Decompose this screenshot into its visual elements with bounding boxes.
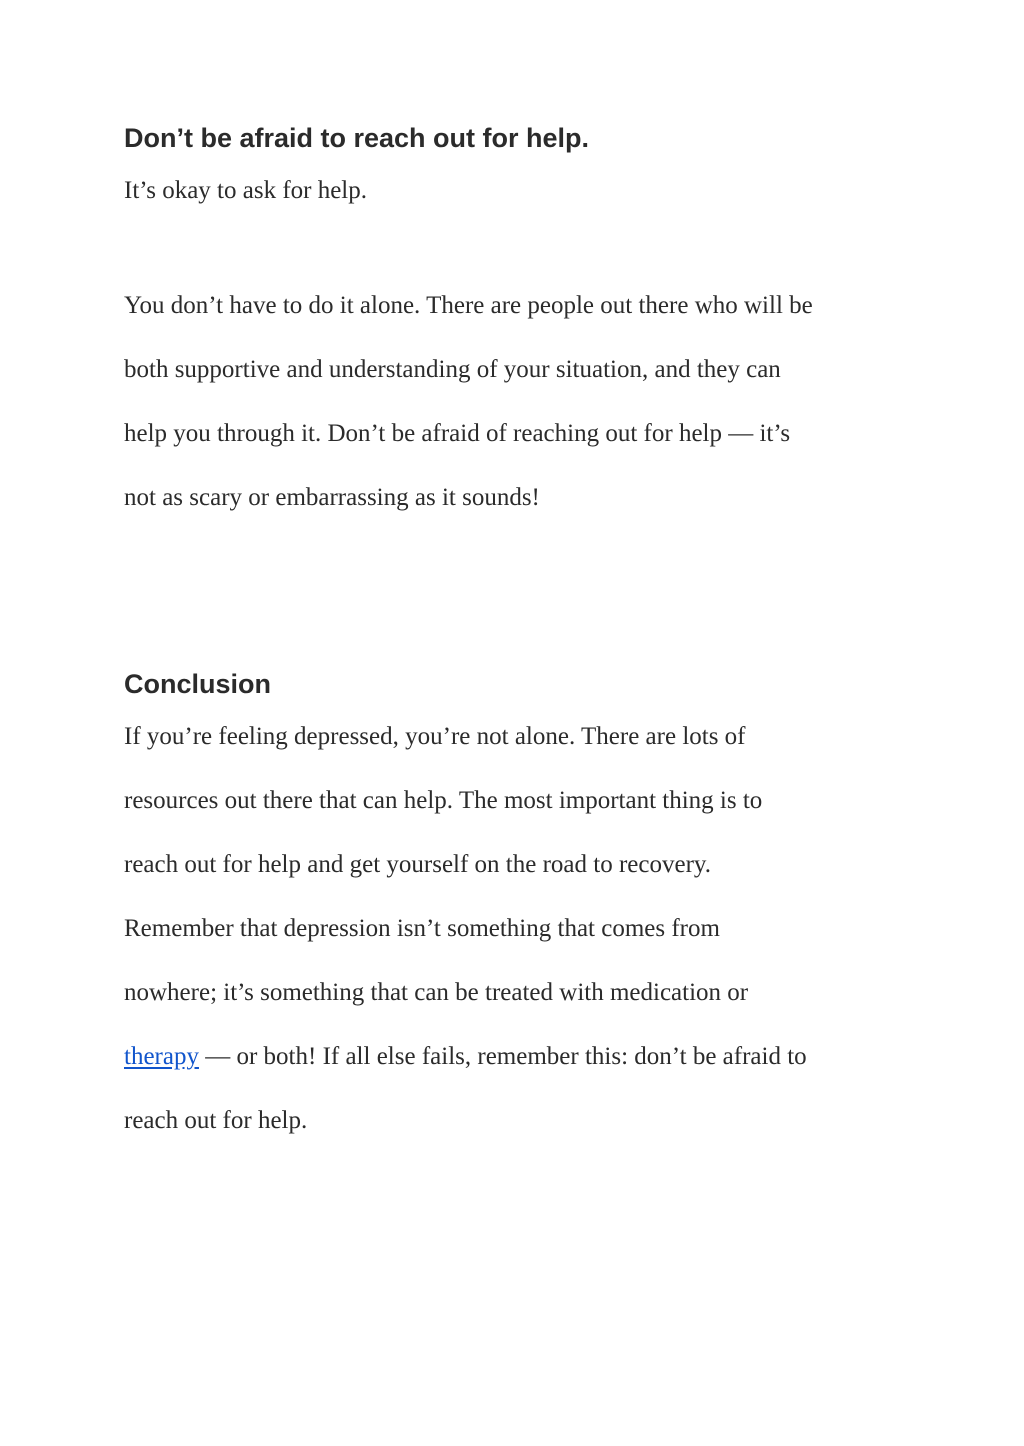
paragraph-line: both supportive and understanding of your situation, and they can [124, 356, 781, 383]
paragraph-line: nowhere; it’s something that can be treated with medication or [124, 979, 749, 1006]
paragraph-line: You don’t have to do it alone. There are people out there who will be [124, 292, 813, 319]
therapy-link[interactable]: therapy [124, 1043, 199, 1070]
paragraph-line: not as scary or embarrassing as it sounds! [124, 484, 540, 511]
paragraph-line: Remember that depression isn’t something that comes from [124, 915, 720, 942]
section-heading: Don’t be afraid to reach out for help. [124, 123, 590, 153]
paragraph-line: If you’re feeling depressed, you’re not alone. There are lots of [124, 723, 746, 750]
paragraph-line: reach out for help and get yourself on the road to recovery. [124, 851, 712, 878]
conclusion-heading: Conclusion [124, 669, 271, 699]
paragraph-line: reach out for help. [124, 1107, 308, 1134]
intro-text: It’s okay to ask for help. [124, 177, 368, 204]
link-trailing-text: — or both! If all else fails, remember this: don’t be afraid to [198, 1043, 807, 1070]
paragraph-line-with-link [124, 1041, 807, 1073]
paragraph-line: resources out there that can help. The most important thing is to [124, 787, 763, 814]
paragraph-line: help you through it. Don’t be afraid of reaching out for help — it’s [124, 420, 791, 447]
